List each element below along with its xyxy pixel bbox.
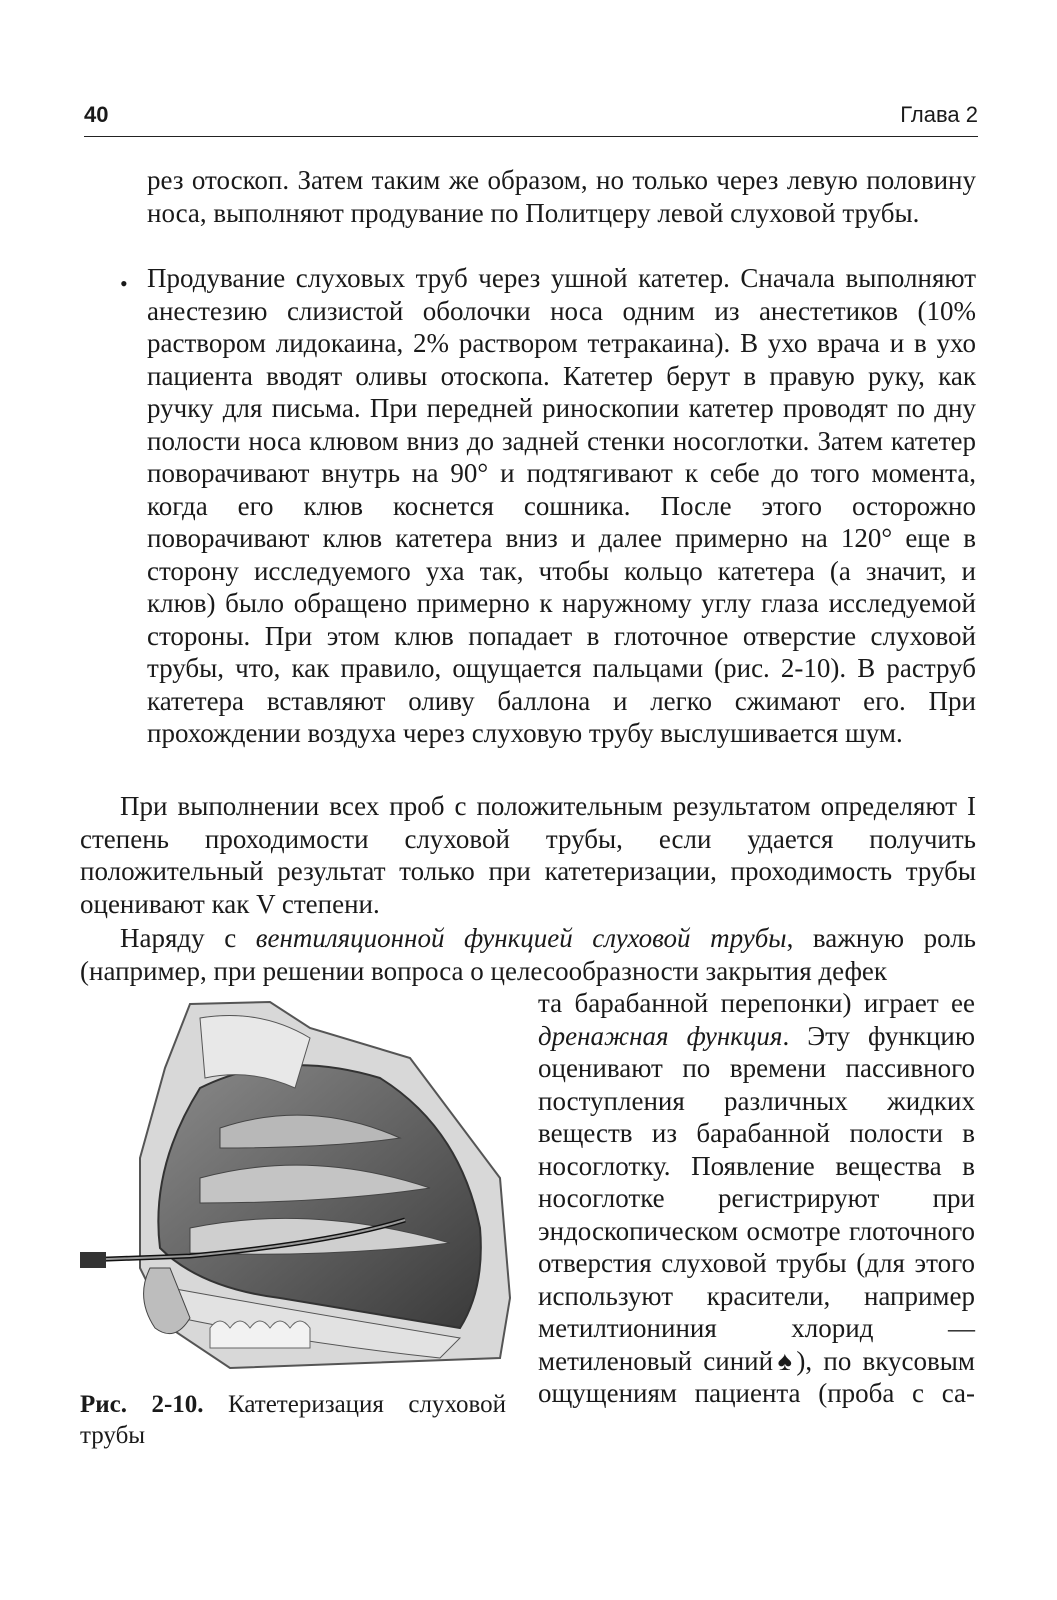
catheter-paragraph: Продувание слуховых труб через ушной катетер. Сначала выполняют анестезию слизистой оболочки носа одним из анестетиков (10% раствором лидокаина, 2% раствором тетракаина). В ухо врача и в ухо пациента вводят оливы отоскопа. Катетер берут в правую руку, как ручку для письма. При передней риноскопии катетер проводят по дну полости носа клювом вниз до задней стенки носоглотки. Затем катетер поворачивают внутрь на 90° и подтягивают к себе до того момента, когда его клюв коснется сошника. После этого осторожно поворачивают клюв катетера вниз и далее примерно на 120° еще в сторону исследуемого уха так, чтобы кольцо катетера (а значит, и клюв) было обращено примерно к наружному углу глаза исследуемой стороны. При этом клюв попадает в глоточное отверстие слуховой трубы, что, как правило, ощущается пальцами (рис. 2-10). В раструб катетера вставляют оливу баллона и легко сжимают его. При прохождении воздуха через слуховую трубу выслушивается шум. [147, 263, 976, 748]
page-number: 40 [84, 102, 109, 127]
continuation-paragraph: рез отоскоп. Затем таким же образом, но только через левую половину носа, выполняют продувание по Политцеру левой слуховой трубы. [147, 165, 976, 228]
drainage-paragraph-continued [538, 987, 975, 1410]
running-header [84, 100, 978, 137]
figure-caption-text: Катетеризация слуховой трубы [80, 1391, 506, 1449]
ventilation-function-term: вентиляционной функцией слуховой трубы [255, 923, 787, 953]
drainage-mid: , важную роль (например, при решении вопроса о целесообразности закрытия дефек [80, 923, 976, 986]
conclusion-paragraph: При выполнении всех проб с положительным результатом определяют I степень проходимости слуховой трубы, если удается получить положительный результат только при катетеризации, проходимость трубы оценивают как V степени. [80, 791, 976, 919]
drainage-mid-continued: та барабанной перепонки) играет ее [538, 988, 975, 1018]
figure-label: Рис. 2-10. [80, 1391, 204, 1418]
drainage-paragraph-intro [80, 922, 976, 987]
drainage-tail: . Эту функцию оценивают по времени пассивного поступления различных жидких веществ из барабанной полости в носоглотку. Появление вещества в носоглотке регистрируют при эндоскопическом осмотре глоточного отверстия слуховой трубы (для этого используют красители, например метилтиониния хлорид — метиленовый синий♠), по вкусовым ощущениям пациента (проба с са- [538, 1020, 975, 1408]
chapter-title: Глава 2 [900, 102, 978, 127]
bullet-marker: • [120, 271, 128, 296]
drainage-function-term: дренажная функция [538, 1020, 783, 1051]
drainage-lead: Наряду с [120, 923, 256, 953]
nasal-cavity-figure [80, 998, 520, 1374]
figure-caption [80, 1389, 506, 1451]
catheterization-illustration [80, 998, 520, 1374]
